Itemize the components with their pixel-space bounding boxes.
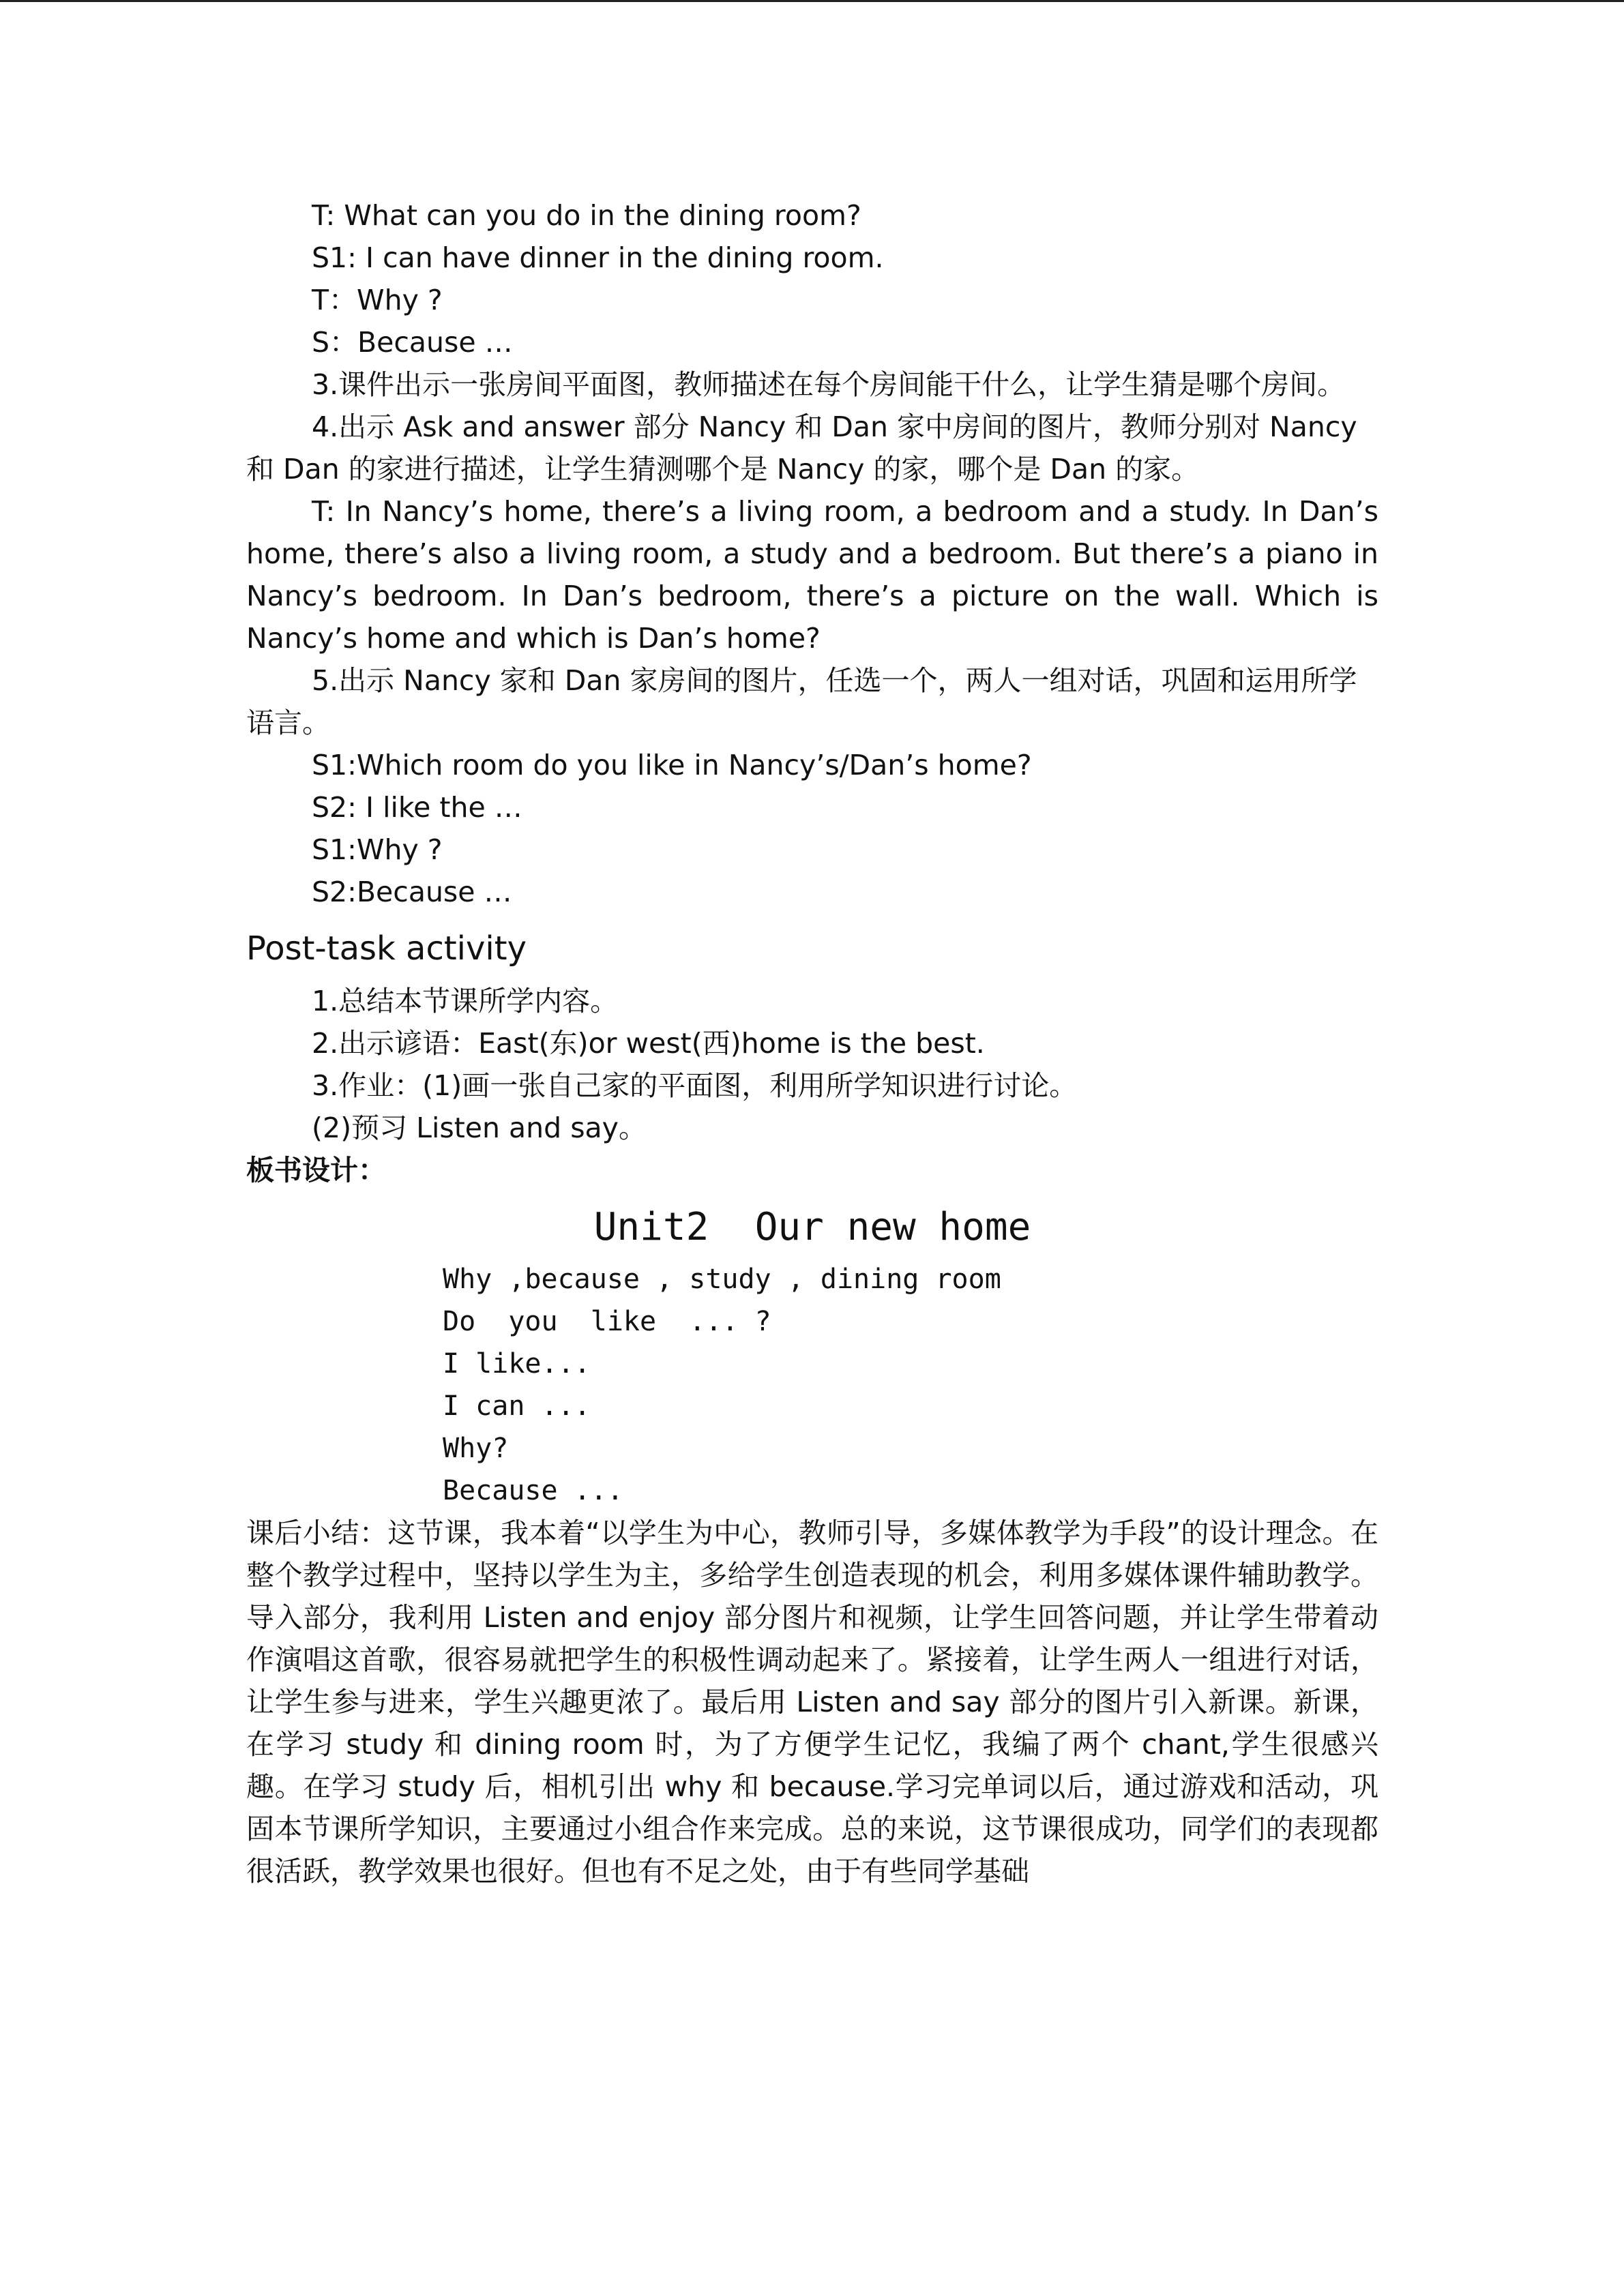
post-task-item: 2.出示谚语：East(东)or west(西)home is the best. <box>312 1027 985 1060</box>
board-line: I can ... <box>443 1390 591 1422</box>
board-title: Unit2 Our new home <box>593 1205 1031 1249</box>
dialog-line: S2: I like the … <box>312 791 522 824</box>
document-page <box>246 194 1378 1892</box>
board-line: Why? <box>443 1433 509 1464</box>
board-design-label: 板书设计： <box>246 1154 386 1187</box>
page-top-border <box>0 0 1624 2</box>
dialog-line: S2:Because … <box>312 876 512 908</box>
step-4-paragraph: 4.出示 Ask and answer 部分 Nancy 和 Dan 家中房间的图片，教师分别对 Nancy 和 Dan 的家进行描述，让学生猜测哪个是 Nancy 的家，哪个是 Dan 的家。 <box>246 411 1357 486</box>
board-line: Do you like ... ? <box>443 1306 771 1337</box>
dialog-line: S1:Why ? <box>312 833 443 866</box>
lesson-summary-paragraph: 课后小结：这节课，我本着“以学生为中心，教师引导，多媒体教学为手段”的设计理念。在整个教学过程中，坚持以学生为主，多给学生创造表现的机会，利用多媒体课件辅助教学。导入部分，我利用 Listen and enjoy 部分图片和视频，让学生回答问题，并让学生带着动作演唱这首歌，很容易就把学生的积极性调动起来了。紧接着，让学生两人一组进行对话，让学生参与进来，学生兴趣更浓了。最后用 Listen and say 部分的图片引入新课。新课，在学习 study 和 dining room 时，为了方便学生记忆，我编了两个 chant,学生很感兴趣。在学习 study 后，相机引出 why 和 because.学习完单词以后，通过游戏和活动，巩固本节课所学知识，主要通过小组合作来完成。总的来说，这节课很成功，同学们的表现都很活跃，教学效果也很好。但也有不足之处，由于有些同学基础 <box>246 1517 1378 1888</box>
post-task-heading: Post-task activity <box>246 929 527 968</box>
step-3-paragraph: 3.课件出示一张房间平面图，教师描述在每个房间能干什么，让学生猜是哪个房间。 <box>312 368 1346 401</box>
step-5-paragraph: 5.出示 Nancy 家和 Dan 家房间的图片，任选一个，两人一组对话，巩固和运用所学语言。 <box>246 664 1357 739</box>
board-line: Why ,because , study , dining room <box>443 1264 1001 1295</box>
dialog-line: S1: I can have dinner in the dining room. <box>312 241 884 274</box>
dialog-line: S：Because … <box>312 326 513 359</box>
board-line: Because ... <box>443 1475 623 1506</box>
dialog-line: S1:Which room do you like in Nancy’s/Dan’s home? <box>312 749 1032 781</box>
post-task-item: 3.作业：(1)画一张自己家的平面图，利用所学知识进行讨论。 <box>312 1069 1078 1102</box>
dialog-line: T: What can you do in the dining room? <box>312 199 861 232</box>
board-line: I like... <box>443 1348 591 1380</box>
dialog-line: T：Why ? <box>312 284 443 316</box>
teacher-description-paragraph: T: In Nancy’s home, there’s a living room, a bedroom and a study. In Dan’s home, there’s also a living room, a study and a bedroom. But there’s a piano in Nancy’s bedroom. In Dan’s bedroom, there’s a picture on the wall. Which is Nancy’s home and which is Dan’s home? <box>246 495 1378 655</box>
post-task-item: (2)预习 Listen and say。 <box>312 1112 647 1144</box>
post-task-item: 1.总结本节课所学内容。 <box>312 985 619 1017</box>
